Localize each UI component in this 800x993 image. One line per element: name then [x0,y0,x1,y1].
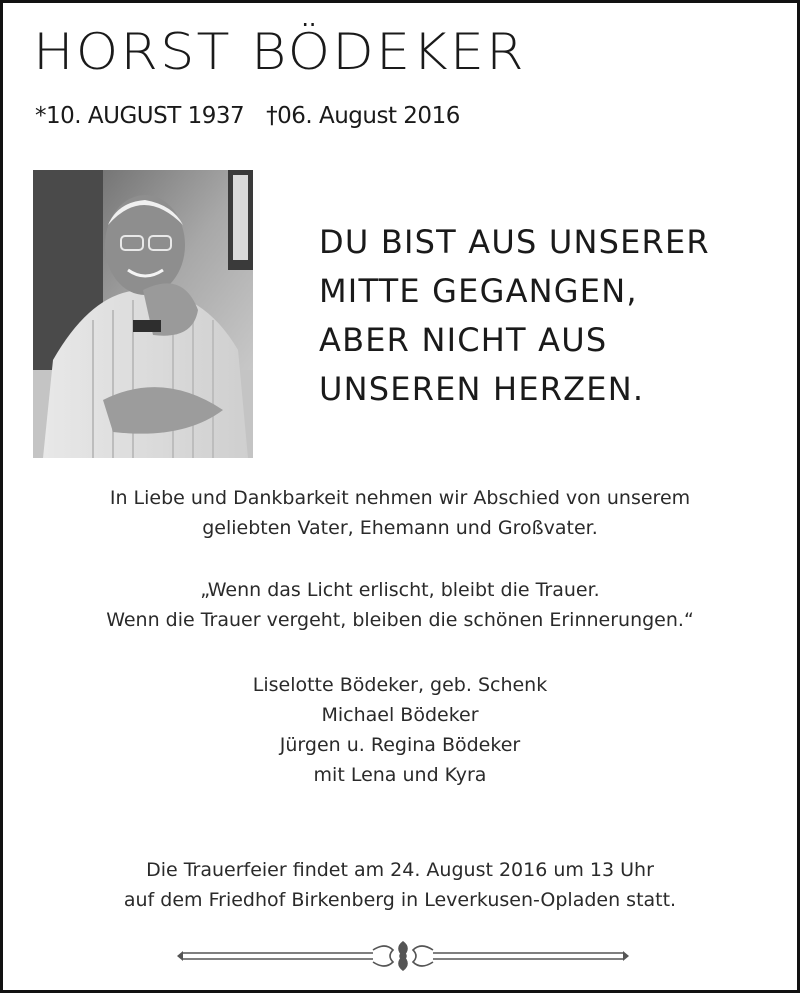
motto-line: ABER NICHT AUS [319,321,608,359]
ceremony-info [3,855,797,915]
motto [319,218,710,414]
ceremony-line: auf dem Friedhof Birkenberg in Leverkusen-Opladen statt. [123,889,677,911]
quote-text [3,575,797,635]
family-list [3,670,797,790]
ceremony-line: Die Trauerfeier findet am 24. August 2016 um 13 Uhr [146,859,654,881]
ornament-divider-icon [173,936,633,976]
portrait-photo [33,170,253,458]
family-member: Liselotte Bödeker, geb. Schenk [252,674,548,696]
quote-line: Wenn die Trauer vergeht, bleiben die schönen Erinnerungen.“ [106,609,694,631]
birth-date: *10. AUGUST 1937 [35,103,245,129]
motto-line: DU BIST AUS UNSERER [319,223,710,261]
quote-line: „Wenn das Licht erlischt, bleibt die Trauer. [200,579,600,601]
death-date: †06. August 2016 [266,103,460,129]
motto-line: UNSEREN HERZEN. [319,370,645,408]
family-member: Michael Bödeker [321,704,479,726]
motto-line: MITTE GEGANGEN, [319,272,638,310]
family-member: mit Lena und Kyra [313,764,487,786]
life-dates [35,103,460,129]
family-member: Jürgen u. Regina Bödeker [279,734,521,756]
deceased-name: HORST BÖDEKER [33,23,526,81]
intro-line: geliebten Vater, Ehemann und Großvater. [202,517,598,539]
portrait-photo-icon [33,170,253,458]
intro-line: In Liebe und Dankbarkeit nehmen wir Abschied von unserem [109,487,691,509]
intro-text [3,483,797,543]
